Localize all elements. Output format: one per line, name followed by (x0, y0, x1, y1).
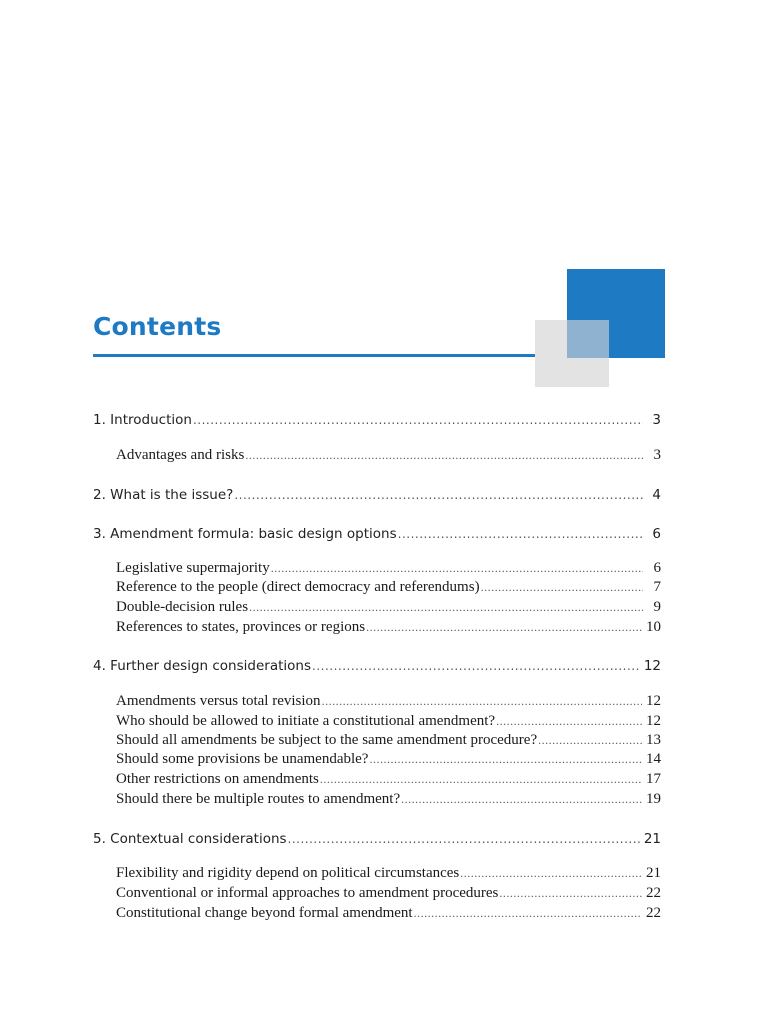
toc-entry-constitutional-change-beyond[interactable] (116, 905, 661, 922)
toc-section-what-is-the-issue[interactable] (93, 487, 661, 503)
toc-leader-dots (414, 906, 642, 921)
toc-page-number: 7 (653, 579, 661, 595)
toc-leader-dots (322, 694, 642, 709)
toc-leader-dots (312, 659, 640, 673)
toc-page-number: 4 (652, 487, 661, 503)
toc-leader-dots (245, 448, 643, 463)
toc-leader-dots (288, 832, 640, 846)
toc-label: Amendments versus total revision (116, 693, 321, 709)
toc-label: 4. Further design considerations (93, 658, 311, 674)
toc-label: Flexibility and rigidity depend on political circumstances (116, 865, 460, 881)
toc-page-number: 19 (646, 791, 661, 807)
toc-leader-dots (499, 886, 642, 901)
toc-label: 3. Amendment formula: basic design options (93, 526, 397, 542)
toc-page-number: 21 (643, 831, 661, 847)
toc-section-introduction[interactable] (93, 412, 661, 428)
toc-entry-flexibility-and-rigidity[interactable] (116, 865, 661, 882)
toc-entry-conventional-or-informal[interactable] (116, 885, 661, 902)
toc-leader-dots (271, 561, 643, 576)
title-underline (93, 354, 535, 357)
toc-entry-legislative-supermajority[interactable] (116, 560, 661, 577)
toc-entry-multiple-routes[interactable] (116, 791, 661, 808)
toc-entry-double-decision-rules[interactable] (116, 599, 661, 616)
toc-page-number: 3 (653, 447, 661, 463)
toc-section-amendment-formula[interactable] (93, 526, 661, 542)
toc-label: 1. Introduction (93, 412, 192, 428)
toc-page-number: 12 (646, 693, 661, 709)
toc-leader-dots (481, 580, 643, 595)
toc-label: Reference to the people (direct democracy and referendums) (116, 579, 480, 595)
toc-page-number: 10 (646, 619, 661, 635)
toc-section-further-design-considerations[interactable] (93, 658, 661, 674)
toc-page-number: 6 (653, 560, 661, 576)
toc-label: Conventional or informal approaches to amendment procedures (116, 885, 499, 901)
toc-entry-unamendable-provisions[interactable] (116, 751, 661, 768)
toc-leader-dots (401, 792, 642, 807)
toc-label: 5. Contextual considerations (93, 831, 287, 847)
toc-page-number: 6 (652, 526, 661, 542)
toc-page-number: 22 (646, 905, 661, 921)
toc-page-number: 21 (646, 865, 661, 881)
toc-leader-dots (193, 413, 643, 427)
toc-page-number: 14 (646, 751, 661, 767)
toc-leader-dots (496, 714, 642, 729)
toc-label: 2. What is the issue? (93, 487, 234, 503)
toc-leader-dots (398, 527, 643, 541)
toc-label: Should some provisions be unamendable? (116, 751, 369, 767)
toc-entry-amendments-versus-total-revision[interactable] (116, 693, 661, 710)
toc-entry-reference-to-the-people[interactable] (116, 579, 661, 596)
toc-leader-dots (320, 772, 642, 787)
toc-section-contextual-considerations[interactable] (93, 831, 661, 847)
toc-page-number: 17 (646, 771, 661, 787)
toc-entry-advantages-and-risks[interactable] (116, 447, 661, 464)
decorative-overlap-square (567, 320, 609, 358)
toc-label: Should there be multiple routes to amendment? (116, 791, 401, 807)
toc-label: Double-decision rules (116, 599, 249, 615)
toc-label: Other restrictions on amendments (116, 771, 319, 787)
toc-leader-dots (369, 752, 642, 767)
toc-entry-who-should-initiate[interactable] (116, 713, 661, 730)
toc-leader-dots (234, 488, 643, 502)
toc-label: Advantages and risks (116, 447, 245, 463)
toc-leader-dots (538, 733, 642, 748)
toc-label: Should all amendments be subject to the same amendment procedure? (116, 732, 538, 748)
page-title: Contents (93, 312, 222, 341)
toc-page-number: 12 (643, 658, 661, 674)
toc-label: Who should be allowed to initiate a constitutional amendment? (116, 713, 496, 729)
toc-label: Legislative supermajority (116, 560, 270, 576)
toc-entry-references-to-states[interactable] (116, 619, 661, 636)
toc-entry-other-restrictions[interactable] (116, 771, 661, 788)
toc-page-number: 22 (646, 885, 661, 901)
toc-page-number: 12 (646, 713, 661, 729)
toc-leader-dots (460, 866, 642, 881)
toc-leader-dots (249, 600, 643, 615)
toc-label: Constitutional change beyond formal amendment (116, 905, 413, 921)
toc-entry-same-amendment-procedure[interactable] (116, 732, 661, 749)
toc-page-number: 9 (653, 599, 661, 615)
toc-leader-dots (366, 620, 642, 635)
toc-label: References to states, provinces or regions (116, 619, 366, 635)
toc-page-number: 3 (652, 412, 661, 428)
toc-page-number: 13 (646, 732, 661, 748)
